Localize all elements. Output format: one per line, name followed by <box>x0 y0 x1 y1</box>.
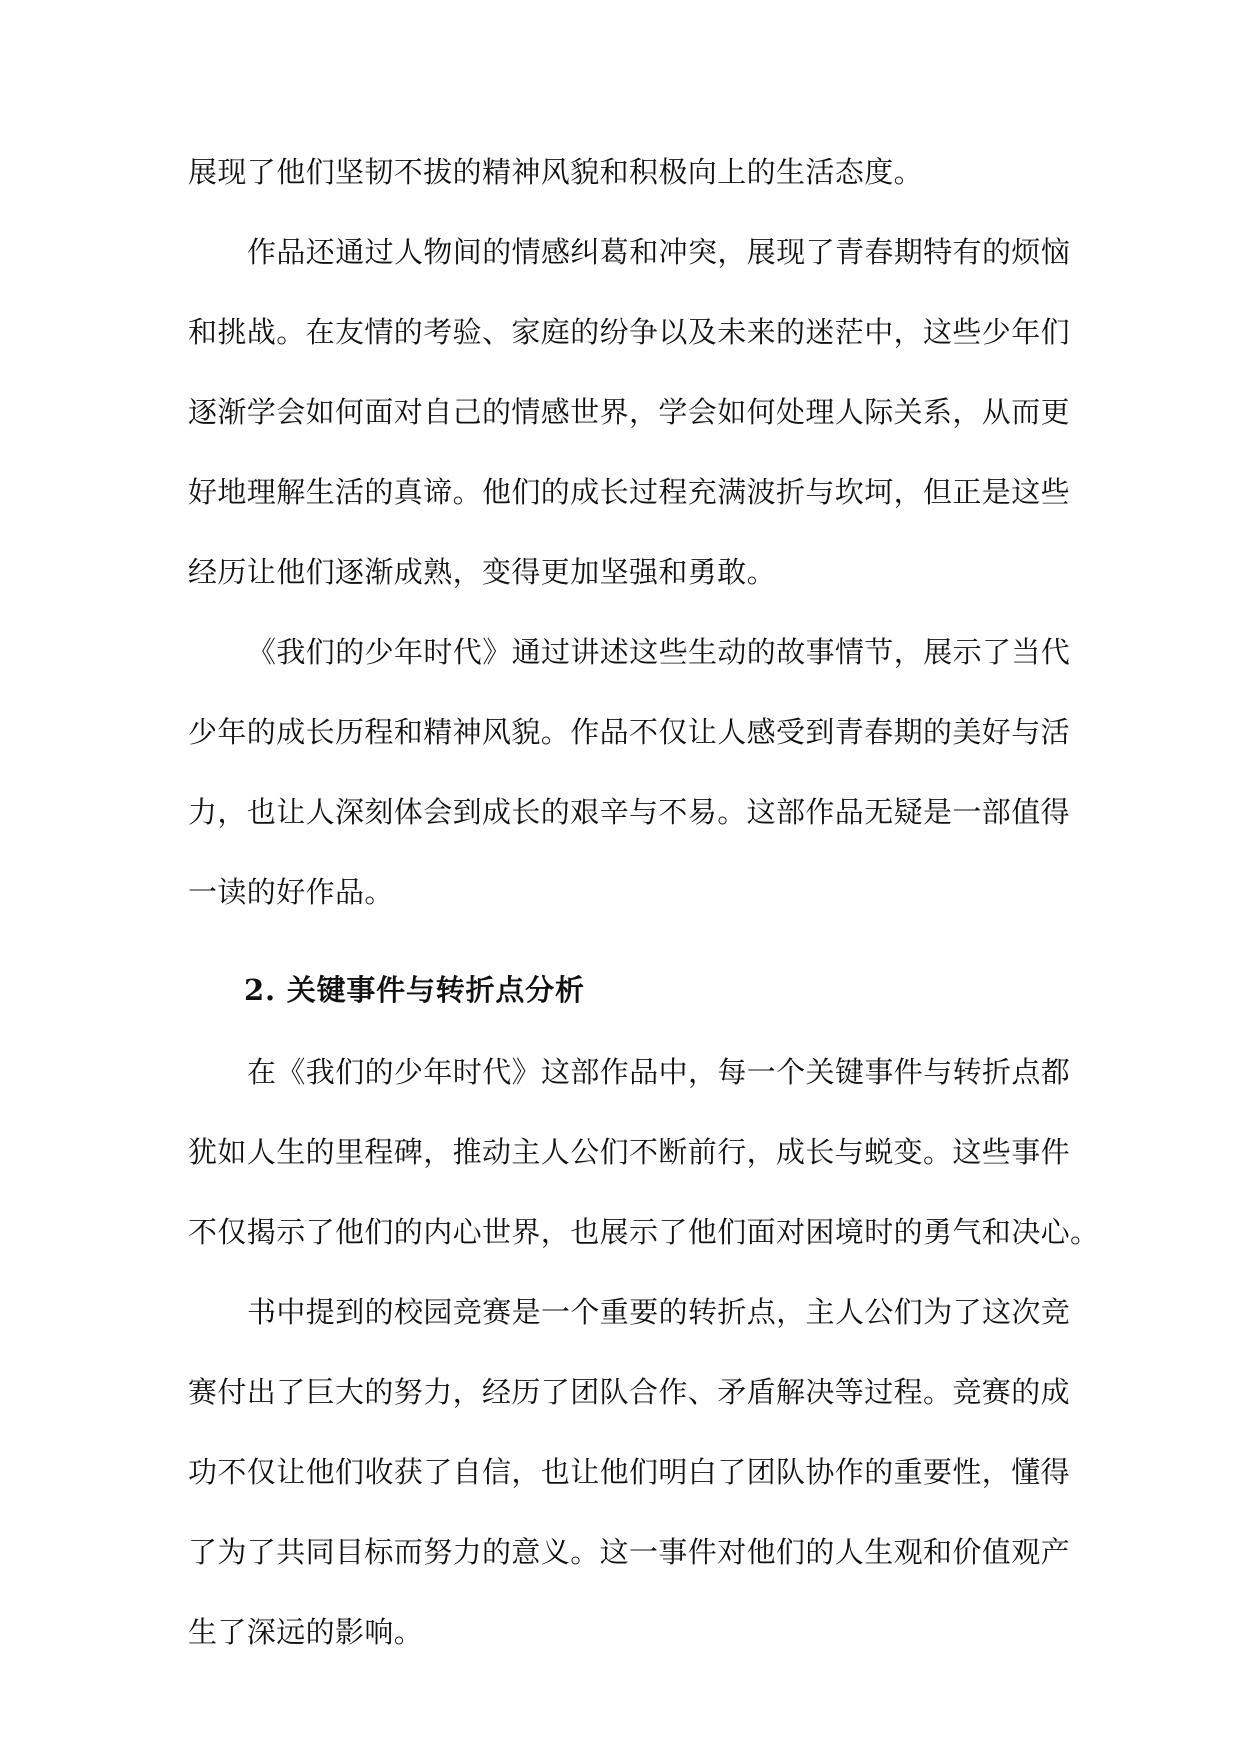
paragraph-line: 作品还通过人物间的情感纠葛和冲突，展现了青春期特有的烦恼 <box>247 235 1071 269</box>
paragraph-line: 展现了他们坚韧不拔的精神风貌和积极向上的生活态度。 <box>188 155 924 189</box>
paragraph-line: 逐渐学会如何面对自己的情感世界，学会如何处理人际关系，从而更 <box>188 395 1071 429</box>
paragraph-line: 力，也让人深刻体会到成长的艰辛与不易。这部作品无疑是一部值得 <box>188 795 1071 829</box>
paragraph-line: 生了深远的影响。 <box>188 1615 424 1649</box>
paragraph-line: 了为了共同目标而努力的意义。这一事件对他们的人生观和价值观产 <box>188 1535 1071 1569</box>
paragraph-line: 不仅揭示了他们的内心世界，也展示了他们面对困境时的勇气和决心。 <box>188 1215 1100 1249</box>
paragraph-line: 和挑战。在友情的考验、家庭的纷争以及未来的迷茫中，这些少年们 <box>188 315 1071 349</box>
paragraph-line: 经历让他们逐渐成熟，变得更加坚强和勇敢。 <box>188 555 777 589</box>
paragraph-line: 少年的成长历程和精神风貌。作品不仅让人感受到青春期的美好与活 <box>188 715 1071 749</box>
paragraph-line: 好地理解生活的真谛。他们的成长过程充满波折与坎坷，但正是这些 <box>188 475 1071 509</box>
paragraph-line: 一读的好作品。 <box>188 875 394 909</box>
paragraph-line: 在《我们的少年时代》这部作品中，每一个关键事件与转折点都 <box>247 1055 1071 1089</box>
paragraph-line: 功不仅让他们收获了自信，也让他们明白了团队协作的重要性，懂得 <box>188 1455 1071 1489</box>
paragraph-line: 赛付出了巨大的努力，经历了团队合作、矛盾解决等过程。竞赛的成 <box>188 1375 1071 1409</box>
section-heading: 2. 关键事件与转折点分析 <box>244 973 585 1007</box>
paragraph-line: 《我们的少年时代》通过讲述这些生动的故事情节，展示了当代 <box>247 635 1071 669</box>
paragraph-line: 书中提到的校园竞赛是一个重要的转折点，主人公们为了这次竞 <box>247 1295 1071 1329</box>
paragraph-line: 犹如人生的里程碑，推动主人公们不断前行，成长与蜕变。这些事件 <box>188 1135 1071 1169</box>
